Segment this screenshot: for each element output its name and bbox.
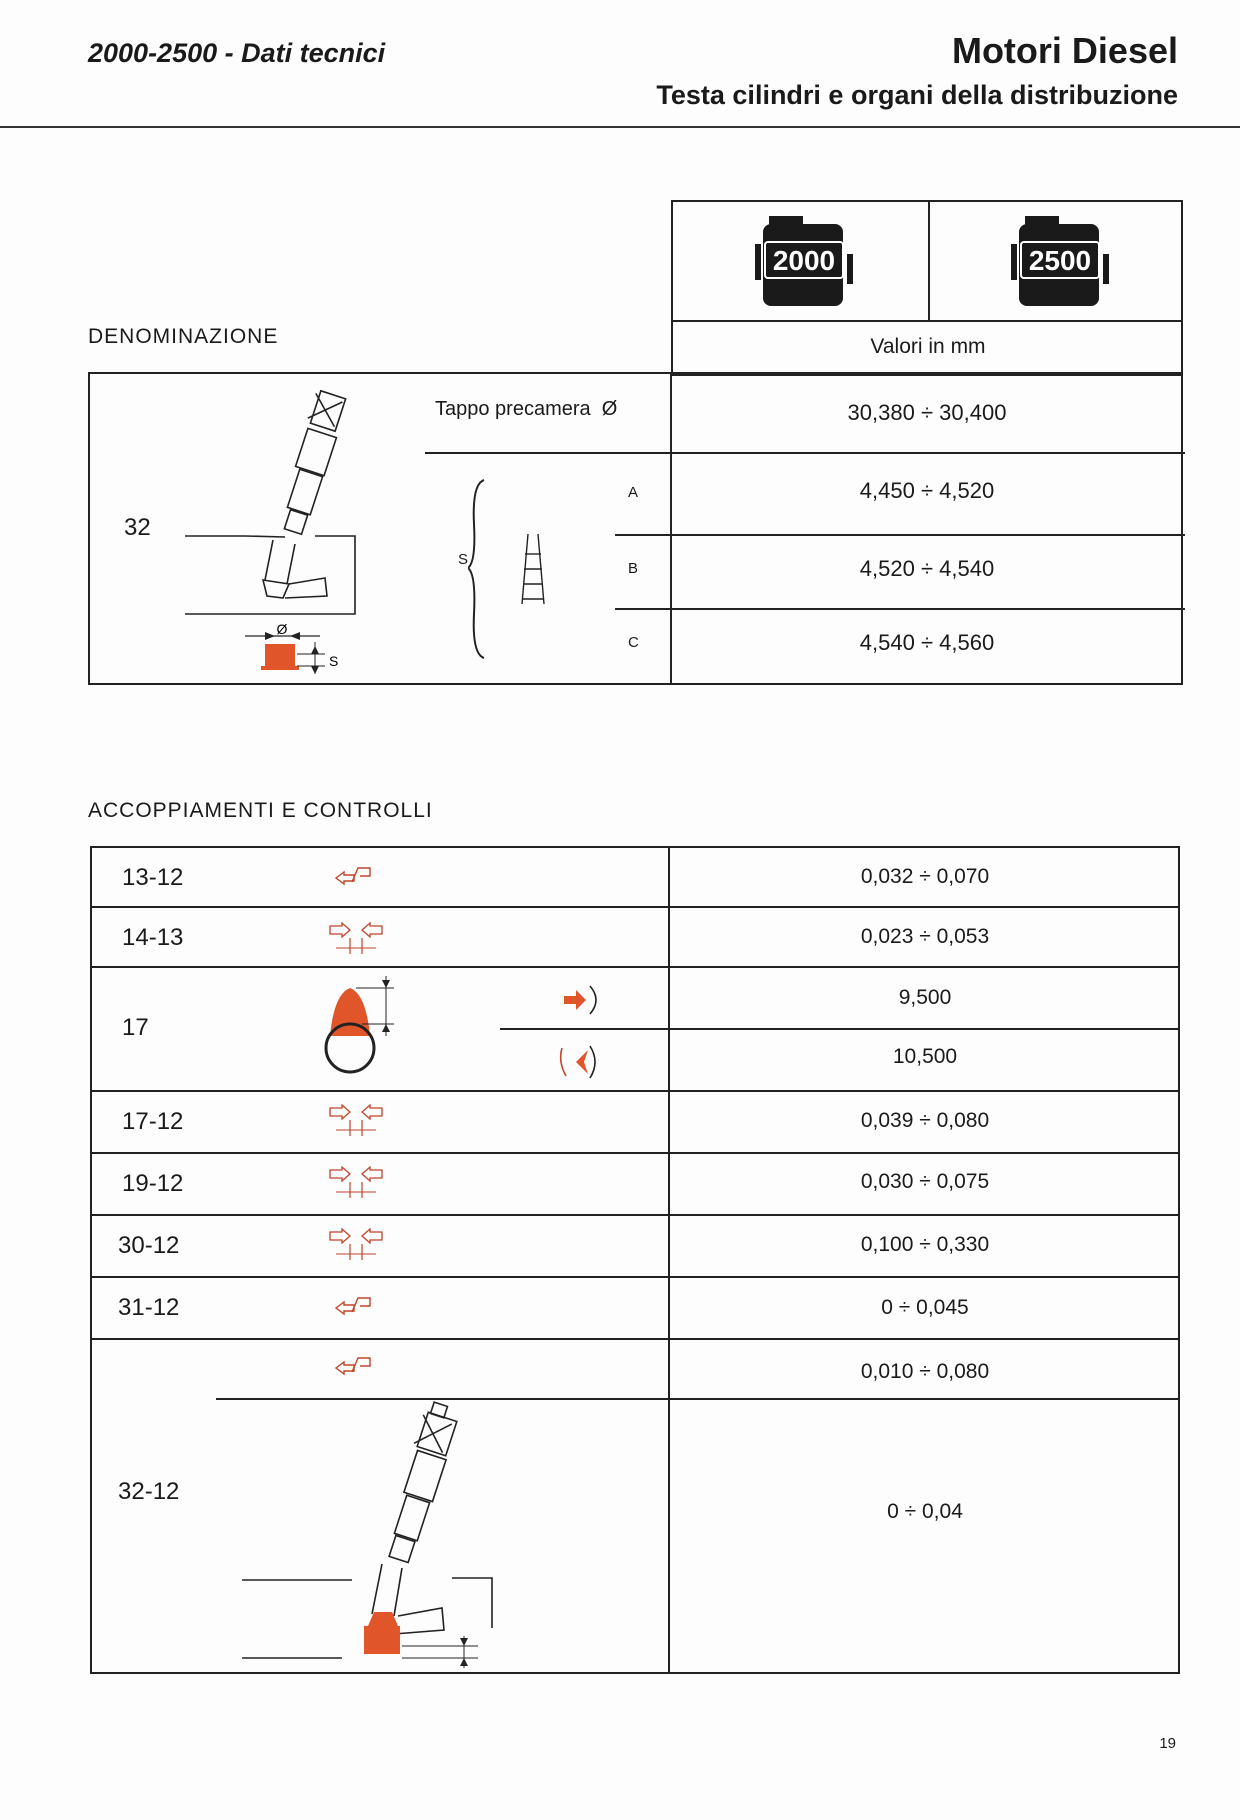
table-row	[92, 968, 1180, 1090]
row-value: 0,030 ÷ 0,075	[860, 1170, 990, 1193]
engine-header-box	[671, 200, 1183, 376]
interference-icon	[326, 1102, 386, 1142]
pair-label: 32-12	[118, 1478, 180, 1505]
row-value-b: 0 ÷ 0,04	[887, 1500, 963, 1523]
table-row	[92, 1154, 1180, 1214]
exhaust-value: 10,500	[892, 1045, 958, 1068]
class-value-c: 4,540 ÷ 4,560	[859, 630, 995, 655]
units-label: Valori in mm	[870, 335, 986, 358]
page-number: 19	[1159, 1735, 1176, 1752]
class-label-a: A	[628, 484, 639, 501]
intake-value: 9,500	[898, 986, 952, 1009]
table-row	[92, 1340, 1180, 1674]
class-value-b: 4,520 ÷ 4,540	[859, 556, 995, 581]
diameter-symbol: Ø	[601, 398, 618, 420]
page-subtitle: Testa cilindri e organi della distribuzione	[656, 80, 1178, 110]
class-label-c: C	[628, 634, 639, 651]
table-row	[92, 908, 1180, 966]
prechamber-plug-drawing	[185, 384, 475, 674]
row-value: 0,023 ÷ 0,053	[860, 925, 990, 948]
engine-2500-label: 2500	[1028, 245, 1092, 276]
pair-label: 13-12	[122, 864, 184, 891]
engine-2000-icon	[751, 214, 861, 312]
row-value: 0,100 ÷ 0,330	[860, 1233, 990, 1256]
tappo-value: 30,380 ÷ 30,400	[847, 400, 1007, 425]
svg-text:S: S	[329, 653, 339, 669]
row-value: 0 ÷ 0,045	[881, 1296, 969, 1319]
clearance-icon	[332, 1294, 376, 1322]
clearance-icon	[332, 1354, 376, 1382]
class-value-a: 4,450 ÷ 4,520	[859, 478, 995, 503]
header-divider	[0, 126, 1240, 128]
pair-label: 19-12	[122, 1170, 184, 1197]
pair-label: 17	[122, 1014, 149, 1041]
prechamber-protrusion-drawing	[242, 1398, 572, 1668]
svg-text:Ø: Ø	[276, 621, 288, 637]
document-section-title: 2000-2500 - Dati tecnici	[88, 38, 386, 68]
table-row	[92, 1092, 1180, 1152]
row-value: 0,032 ÷ 0,070	[860, 865, 990, 888]
denominazione-table	[88, 372, 1183, 685]
interference-icon	[326, 1226, 386, 1266]
s-label: S	[458, 551, 469, 568]
table-row	[92, 848, 1180, 906]
intake-icon	[560, 982, 604, 1018]
page-title: Motori Diesel	[951, 30, 1178, 71]
engine-2000-label: 2000	[772, 245, 836, 276]
class-bracket-drawing	[468, 474, 568, 674]
pair-label: 31-12	[118, 1294, 180, 1321]
engine-2500-icon	[1007, 214, 1117, 312]
exhaust-icon	[554, 1040, 604, 1084]
class-label-b: B	[628, 560, 639, 577]
interference-icon	[326, 920, 386, 960]
pair-label: 14-13	[122, 924, 184, 951]
accoppiamenti-table	[90, 846, 1180, 1674]
table-row	[92, 1278, 1180, 1338]
section-label-accoppiamenti: ACCOPPIAMENTI E CONTROLLI	[88, 799, 433, 822]
pair-label: 30-12	[118, 1232, 180, 1259]
table-row	[92, 1216, 1180, 1276]
tappo-label: Tappo precamera Ø	[435, 398, 618, 420]
row-value-a: 0,010 ÷ 0,080	[860, 1360, 990, 1383]
row-value: 0,039 ÷ 0,080	[860, 1109, 990, 1132]
section-label-denominazione: DENOMINAZIONE	[88, 325, 279, 348]
interference-icon	[326, 1164, 386, 1204]
pair-label: 17-12	[122, 1108, 184, 1135]
cam-lift-drawing	[322, 974, 412, 1084]
item-number: 32	[124, 514, 151, 541]
clearance-icon	[332, 864, 376, 892]
